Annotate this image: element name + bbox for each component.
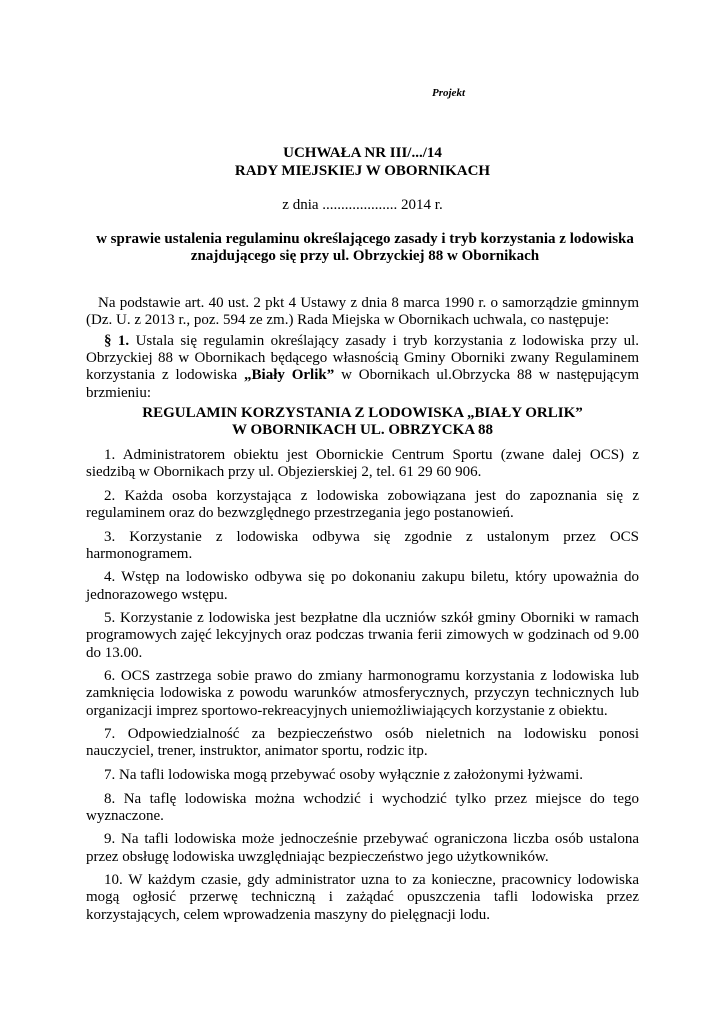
rules-list xyxy=(86,447,639,930)
preamble: Na podstawie art. 40 ust. 2 pkt 4 Ustawy z dnia 8 marca 1990 r. o samorządzie gminnym (Dz. U. z 2013 r., poz. 594 ze zm.) Rada Miejska w Obornikach uchwala, co następuje: xyxy=(86,295,639,329)
paragraph-1-text-end: w Obornikach ul.Obrzycka 88 w następującym brzmieniu: xyxy=(86,367,639,401)
rule-item: 3. Korzystanie z lodowiska odbywa się zgodnie z ustalonym przez OCS harmonogramem. xyxy=(86,528,639,562)
resolution-number: UCHWAŁA NR III/.../14 xyxy=(283,145,442,161)
regulation-title xyxy=(0,405,725,439)
rule-item: 6. OCS zastrzega sobie prawo do zmiany harmonogramu korzystania z lodowiska lub zamknięcia lodowiska z powodu warunków atmosferycznych, przyczyn technicznych lub organizacji imprez sportowo-rekreacyjnych uniemożliwiających korzystanie z obiektu. xyxy=(86,668,639,719)
rule-item: 5. Korzystanie z lodowiska jest bezpłatne dla uczniów szkół gminy Oborniki w ramach programowych zajęć lekcyjnych oraz podczas trwania ferii zimowych w godzinach od 9.00 do 13.00. xyxy=(86,610,639,661)
rule-item: 9. Na tafli lodowiska może jednocześnie przebywać ograniczona liczba osób ustalona przez obsługę lodowiska uwzględniając bezpieczeństwo jego użytkowników. xyxy=(86,831,639,865)
paragraph-symbol: § 1. xyxy=(104,333,130,349)
rule-item: 1. Administratorem obiektu jest Obornickie Centrum Sportu (zwane dalej OCS) z siedzibą w Obornikach przy ul. Objezierskiej 2, tel. 61 29 60 906. xyxy=(86,447,639,481)
regulation-title-line2: W OBORNIKACH UL. OBRZYCKA 88 xyxy=(231,422,493,438)
resolution-subject: w sprawie ustalenia regulaminu określającego zasady i tryb korzystania z lodowiska znajdującego się przy ul. Obrzyckiej 88 w Obornikach xyxy=(96,231,634,264)
rink-name: „Biały Orlik” xyxy=(244,367,335,384)
paragraph-1 xyxy=(86,333,639,402)
resolution-date: z dnia .................... 2014 r. xyxy=(282,197,443,213)
rule-item: 7. Odpowiedzialność za bezpieczeństwo osób nieletnich na lodowisku ponosi nauczyciel, trener, instruktor, animator sportu, rodzic itp. xyxy=(86,726,639,760)
rule-item: 10. W każdym czasie, gdy administrator uzna to za konieczne, pracownicy lodowiska mogą ogłosić przerwę techniczną i zażądać opuszczenia tafli lodowiska przez korzystających, celem wprowadzenia maszyny do pielęgnacji lodu. xyxy=(86,872,639,923)
rule-item: 8. Na taflę lodowiska można wchodzić i wychodzić tylko przez miejsce do tego wyznaczone. xyxy=(86,790,639,824)
council-name: RADY MIEJSKIEJ W OBORNIKACH xyxy=(234,163,491,179)
rule-item: 7. Na tafli lodowiska mogą przebywać osoby wyłącznie z założonymi łyżwami. xyxy=(104,766,584,783)
regulation-title-line1: REGULAMIN KORZYSTANIA Z LODOWISKA „BIAŁY ORLIK” xyxy=(142,405,583,421)
projekt-label: Projekt xyxy=(432,87,465,99)
rule-item: 2. Każda osoba korzystająca z lodowiska zobowiązana jest do zapoznania się z regulaminem oraz do bezwzględnego przestrzegania jego postanowień. xyxy=(86,487,639,521)
paragraph-1-text: Ustala się regulamin określający zasady i tryb korzystania z lodowiska przy ul. Obrzyckiej 88 w Obornikach będącego własnością Gminy Oborniki zwany Regulaminem korzystania z lodowiska xyxy=(86,333,639,384)
rule-item: 4. Wstęp na lodowisko odbywa się po dokonaniu zakupu biletu, który upoważnia do jednorazowego wstępu. xyxy=(86,569,639,603)
